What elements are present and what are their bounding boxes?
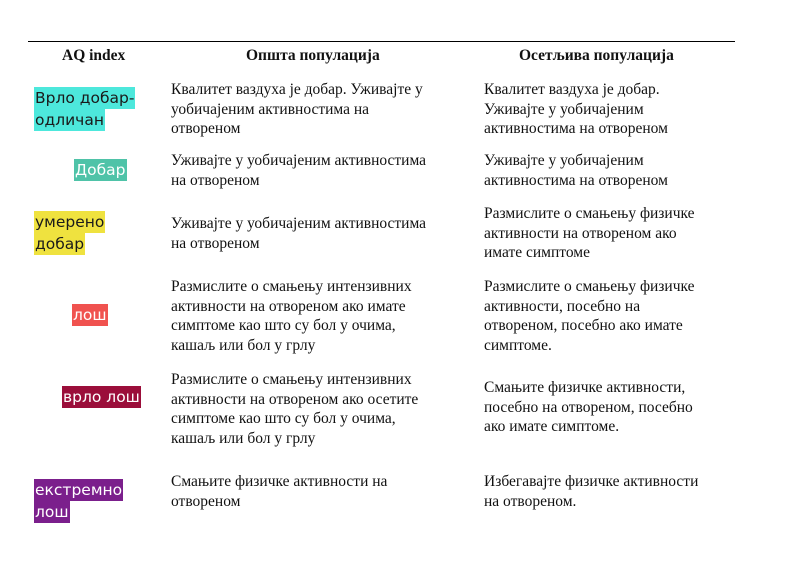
general-advice	[171, 214, 426, 253]
text-line: отвореном	[171, 120, 241, 137]
text-line: симптоме као што су бол у очима,	[171, 317, 396, 334]
aq-level-label: Добар	[75, 161, 126, 179]
text-line: ако имате симптоме.	[484, 418, 620, 435]
general-advice	[171, 370, 418, 448]
text-line: на отвореном.	[484, 492, 577, 510]
text-line: Смањите физичке активности на	[171, 473, 388, 490]
header-sensitive-population: Осетљива популација	[519, 47, 674, 64]
aq-level-badge	[62, 386, 141, 408]
text-line: Квалитет ваздуха је добар. Уживајте у	[171, 81, 423, 98]
text-line: Уживајте у уобичајеним	[484, 152, 644, 169]
text-line: кашаљ или бол у грлу	[171, 429, 316, 447]
header-aq-index: AQ index	[62, 47, 126, 64]
sensitive-advice	[484, 204, 695, 263]
aq-level-label: одличан	[35, 111, 104, 129]
text-line: кашаљ или бол у грлу	[171, 336, 316, 354]
sensitive-advice	[484, 378, 693, 437]
text-line: Квалитет ваздуха је добар.	[484, 81, 660, 98]
aq-level-label: екстремно	[35, 481, 123, 499]
table-top-rule	[28, 41, 735, 42]
aq-level-label: врло лош	[63, 388, 140, 406]
text-line: активностима на отвореном	[484, 120, 668, 137]
text-line: Размислите о смањењу интензивних	[171, 371, 412, 388]
text-line: на отвореном	[171, 171, 260, 189]
text-line: активности на отвореном ако	[484, 224, 677, 242]
text-line: уобичајеним активностима на	[171, 100, 370, 118]
text-line: Уживајте у уобичајеним активностима	[171, 215, 427, 232]
text-line: Избегавајте физичке активности	[484, 473, 699, 490]
sensitive-advice	[484, 151, 668, 190]
general-advice	[171, 472, 387, 511]
text-line: Размислите о смањењу физичке	[484, 278, 695, 295]
text-line: Размислите о смањењу интензивних	[171, 278, 412, 295]
text-line: симптоме као што су бол у очима,	[171, 410, 396, 427]
general-advice	[171, 80, 423, 139]
aq-level-badge	[34, 479, 123, 523]
aq-level-label: Врло добар-	[35, 89, 135, 107]
aq-level-label: лош	[73, 306, 107, 324]
text-line: активности, посебно на	[484, 297, 641, 315]
text-line: Уживајте у уобичајеним активностима	[171, 152, 427, 169]
text-line: Уживајте у уобичајеним	[484, 100, 644, 118]
text-line: на отвореном	[171, 234, 260, 252]
text-line: симптоме.	[484, 336, 552, 354]
aq-level-label: добар	[35, 235, 85, 253]
text-line: Размислите о смањењу физичке	[484, 205, 695, 222]
general-advice	[171, 151, 426, 190]
sensitive-advice	[484, 80, 668, 139]
aq-level-badge	[74, 159, 127, 181]
text-line: имате симптоме	[484, 244, 590, 261]
text-line: Смањите физичке активности,	[484, 379, 686, 396]
aq-level-label: лош	[35, 503, 69, 521]
text-line: активности на отвореном ако осетите	[171, 390, 419, 408]
text-line: активности на отвореном ако имате	[171, 297, 406, 315]
aq-level-badge	[34, 211, 105, 255]
header-general-population: Општа популација	[246, 47, 380, 64]
general-advice	[171, 277, 412, 355]
aq-level-badge	[34, 87, 135, 131]
aq-level-badge	[72, 304, 108, 326]
aq-level-label: умерено	[35, 213, 105, 231]
text-line: активностима на отвореном	[484, 171, 668, 189]
sensitive-advice	[484, 277, 695, 355]
text-line: отвореном, посебно ако имате	[484, 317, 683, 334]
text-line: посебно на отвореном, посебно	[484, 398, 693, 416]
sensitive-advice	[484, 472, 698, 511]
text-line: отвореном	[171, 492, 241, 510]
